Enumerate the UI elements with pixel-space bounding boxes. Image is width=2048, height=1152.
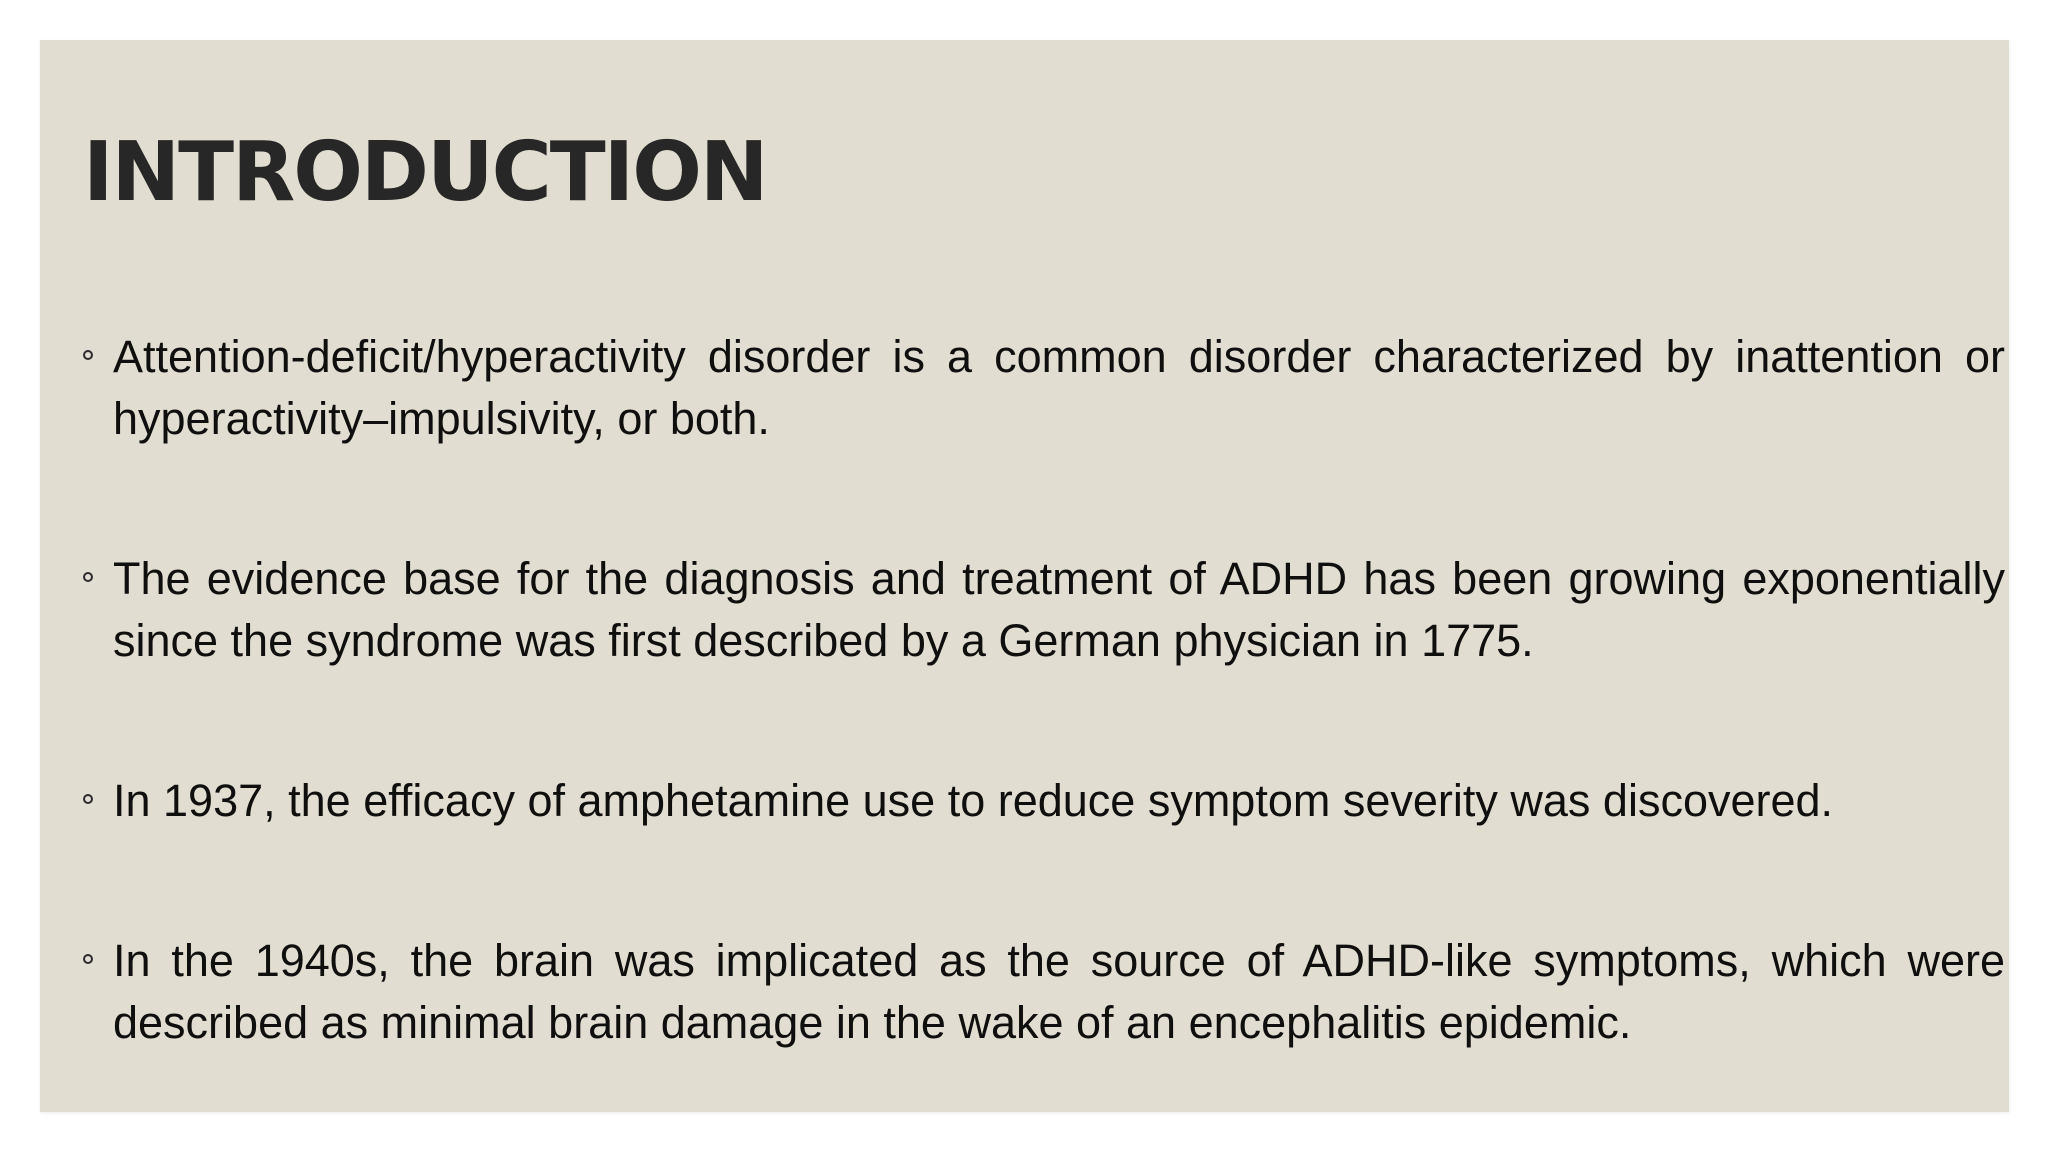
hollow-circle-bullet-icon: [83, 572, 93, 582]
hollow-circle-bullet-icon: [83, 794, 93, 804]
bullet-item-adhd-definition: [83, 326, 2005, 450]
bullet-item-amphetamine-1937: [83, 770, 2005, 832]
slide: [40, 40, 2009, 1112]
hollow-circle-bullet-icon: [83, 350, 93, 360]
bullet-text: The evidence base for the diagnosis and treatment of ADHD has been growing exponentially since the syndrome was first described by a German physician in 1775.: [113, 553, 2005, 666]
bullet-text: In 1937, the efficacy of amphetamine use to reduce symptom severity was discovered.: [113, 775, 1834, 826]
bullet-text: In the 1940s, the brain was implicated as the source of ADHD-like symptoms, which were described as minimal brain damage in the wake of an encephalitis epidemic.: [113, 935, 2005, 1048]
hollow-circle-bullet-icon: [83, 954, 93, 964]
bullet-item-1940s-brain: [83, 930, 2005, 1054]
bullet-list: [83, 326, 2005, 1054]
slide-title: INTRODUCTION: [83, 125, 767, 220]
bullet-item-evidence-base: [83, 548, 2005, 672]
bullet-text: Attention-deficit/hyperactivity disorder is a common disorder characterized by inattention or hyperactivity–impulsivity, or both.: [113, 331, 2005, 444]
